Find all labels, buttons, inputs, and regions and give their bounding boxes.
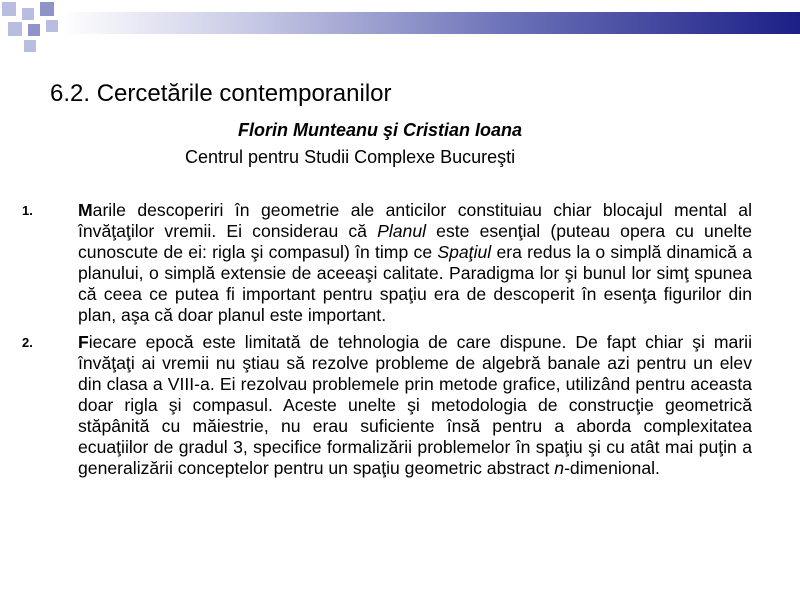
slide-authors: Florin Munteanu şi Cristian Ioana (238, 120, 523, 140)
text-segment: era redus la o simplă dinamică a planului, o simplă extensie de aceeaşi calitate. Paradigma lor şi bunul lor simţ spunea că ceea ce putea fi important pentru spaţiu era de descoperit în esenţa figurilor din plan, aşa că doar planul este important. (78, 242, 752, 325)
list-item (0, 200, 800, 326)
numbered-list (0, 200, 800, 479)
decor-square (46, 20, 58, 32)
decor-square (24, 40, 36, 52)
decor-square (2, 2, 16, 16)
list-item (0, 332, 800, 479)
decor-square (22, 8, 34, 20)
drop-letter: F (78, 332, 89, 352)
list-item-text (78, 200, 752, 326)
drop-letter: M (78, 200, 93, 220)
list-item-number: 1. (22, 203, 33, 218)
emphasis-n: n (554, 458, 565, 478)
list-item-text (78, 332, 752, 479)
list-item-number: 2. (22, 335, 33, 350)
decor-square (28, 24, 40, 36)
emphasis-spatiul: Spaţiul (437, 242, 492, 262)
text-segment: iecare epocă este limitată de tehnologia de care dispune. De fapt chiar şi marii învăţaţi ai vremii nu ştiau să rezolve probleme de algebră banale azi pentru un elev din clasa a VIII-a. Ei rezolvau problemele prin metode grafice, utilizând pentru aceasta doar rigla şi compasul. Aceste unelte şi metodologia de construcţie geometrică stăpânită cu măiestrie, nu erau suficiente însă pentru a aborda complexitatea ecuaţiilor de gradul 3, specifice formalizării problemelor în spaţiu şi cu atât mai puţin a generalizării conceptelor pentru un spaţiu geometric abstract (78, 332, 752, 478)
text-segment: este esenţial (puteau opera cu unelte cunoscute de ei: rigla şi compasul) în timp ce (78, 221, 752, 262)
decor-square (40, 2, 54, 16)
text-segment: -dimenional. (564, 458, 660, 478)
slide-institution: Centrul pentru Studii Complexe Bucureşti (185, 147, 516, 167)
header-gradient-bar (60, 12, 800, 34)
decor-square (8, 22, 22, 36)
slide-title: 6.2. Cercetările contemporanilor (50, 80, 392, 107)
emphasis-planul: Planul (377, 221, 427, 241)
text-segment: arile descoperiri în geometrie ale anticilor constituiau chiar blocajul mental al învăţaţilor vremii. Ei considerau că (78, 200, 752, 241)
